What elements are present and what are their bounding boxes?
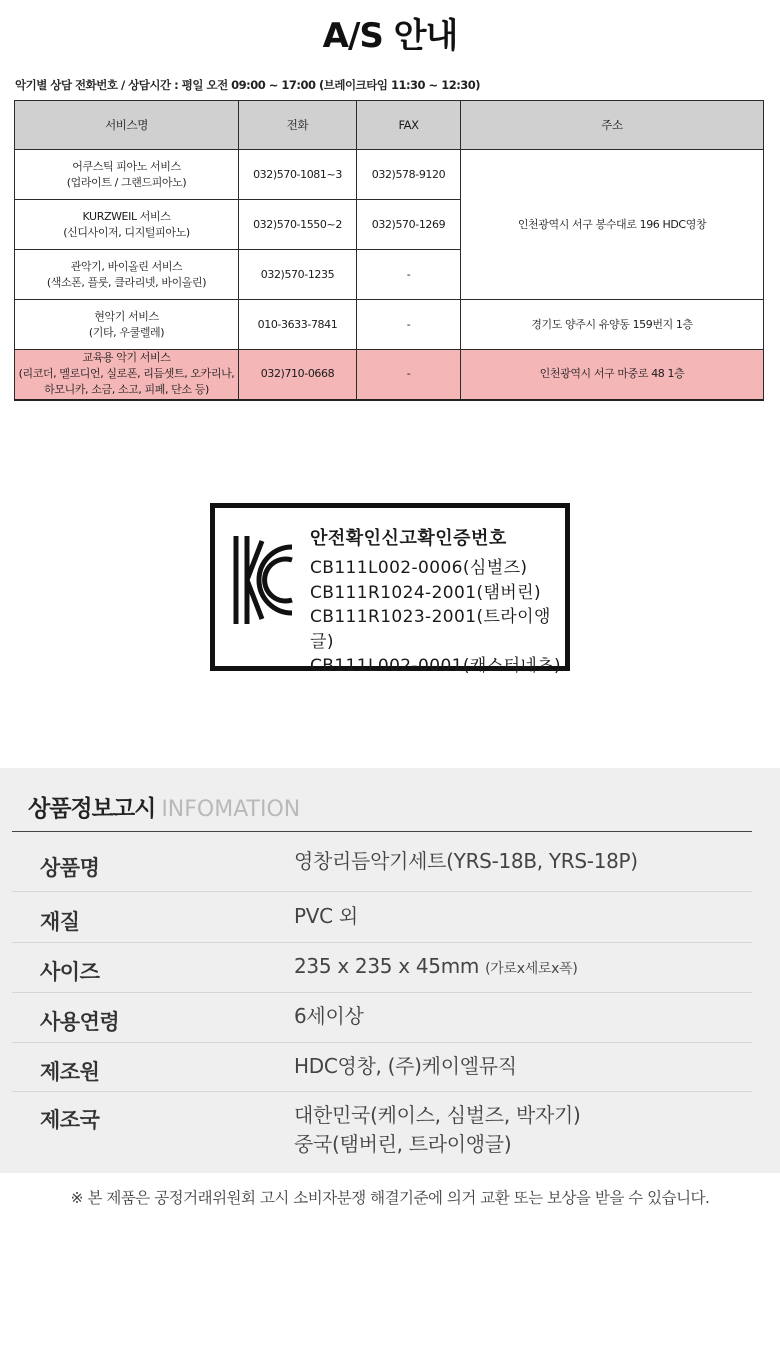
table-header-row — [15, 101, 764, 150]
info-value: 6세이상 — [294, 1004, 364, 1028]
service-name: 현악기 서비스 (기타, 우쿨렐레) — [15, 300, 239, 350]
service-phone: 032)570-1550~2 — [239, 200, 357, 250]
exchange-notice: ※ 본 제품은 공정거래위원회 고시 소비자분쟁 해결기준에 의거 교환 또는 보상을 받을 수 있습니다. — [70, 1189, 710, 1207]
kc-title: 안전확인신고확인증번호 — [310, 528, 507, 549]
service-name: 교육용 악기 서비스 (리코더, 멜로디언, 실로폰, 리듬셋트, 오카리나, 하모니카, 소금, 소고, 피페, 단소 등) — [15, 350, 239, 400]
service-fax: - — [357, 300, 461, 350]
info-row-age — [12, 993, 752, 1043]
kc-code: CB111R1023-2001(트라이앵글) — [310, 607, 551, 652]
header-address: 주소 — [461, 101, 764, 150]
header-service: 서비스명 — [15, 101, 239, 150]
page-title: A/S 안내 — [322, 16, 458, 56]
info-value: 영창리듬악기세트(YRS-18B, YRS-18P) — [294, 849, 638, 873]
service-address-shared: 인천광역시 서구 봉수대로 196 HDC영창 — [461, 150, 764, 300]
info-value: HDC영창, (주)케이엘뮤직 — [294, 1054, 517, 1078]
service-phone: 032)570-1235 — [239, 250, 357, 300]
info-key: 상품명 — [40, 856, 100, 880]
info-row-product-name — [12, 832, 752, 892]
service-fax: - — [357, 350, 461, 400]
size-value: 235 x 235 x 45mm — [294, 954, 480, 978]
service-fax: 032)578-9120 — [357, 150, 461, 200]
as-service-table — [14, 100, 764, 401]
kc-certification-box — [210, 503, 570, 676]
service-phone: 032)710-0668 — [239, 350, 357, 400]
kc-mark-icon — [232, 533, 296, 627]
kc-code: CB111R1024-2001(탬버린) — [310, 582, 541, 603]
info-row-manufacturer — [12, 1043, 752, 1092]
service-phone: 032)570-1081~3 — [239, 150, 357, 200]
info-heading-en: INFOMATION — [161, 797, 301, 822]
service-name: 어쿠스틱 피아노 서비스 (업라이트 / 그랜드피아노) — [15, 150, 239, 200]
info-value: PVC 외 — [294, 904, 358, 928]
info-key: 사용연령 — [40, 1010, 120, 1034]
size-note: (가로x세로x폭) — [485, 961, 578, 977]
info-key: 제조국 — [40, 1108, 100, 1132]
product-info-section — [0, 768, 780, 1173]
header-phone: 전화 — [239, 101, 357, 150]
service-fax: 032)570-1269 — [357, 200, 461, 250]
info-row-material — [12, 892, 752, 943]
service-phone: 010-3633-7841 — [239, 300, 357, 350]
info-row-country — [12, 1092, 752, 1173]
table-row — [15, 300, 764, 350]
info-value — [294, 952, 578, 984]
service-address: 경기도 양주시 유양동 159번지 1층 — [461, 300, 764, 350]
info-heading — [28, 790, 300, 823]
service-name: 관악기, 바이올린 서비스 (색소폰, 플룻, 클라리넷, 바이올린) — [15, 250, 239, 300]
info-key: 재질 — [40, 910, 80, 934]
table-row-education — [15, 350, 764, 400]
header-fax: FAX — [357, 101, 461, 150]
service-fax: - — [357, 250, 461, 300]
info-key: 제조원 — [40, 1060, 100, 1084]
consult-hours-text: 악기별 상담 전화번호 / 상담시간 : 평일 오전 09:00 ~ 17:00 (브레이크타임 11:30 ~ 12:30) — [15, 78, 481, 92]
table-row — [15, 150, 764, 200]
info-heading-ko: 상품정보고시 — [28, 796, 156, 822]
info-key: 사이즈 — [40, 960, 100, 984]
kc-code: CB111L002-0006(심벌즈) — [310, 558, 528, 578]
kc-code-list — [310, 556, 565, 679]
info-value: 대한민국(케이스, 심벌즈, 박자기) 중국(탬버린, 트라이앵글) — [294, 1103, 581, 1156]
service-name: KURZWEIL 서비스 (신디사이저, 디지털피아노) — [15, 200, 239, 250]
kc-code: CB111L002-0001(캐스터네츠) — [310, 656, 562, 676]
info-row-size — [12, 943, 752, 993]
service-address: 인천광역시 서구 마중로 48 1층 — [461, 350, 764, 400]
